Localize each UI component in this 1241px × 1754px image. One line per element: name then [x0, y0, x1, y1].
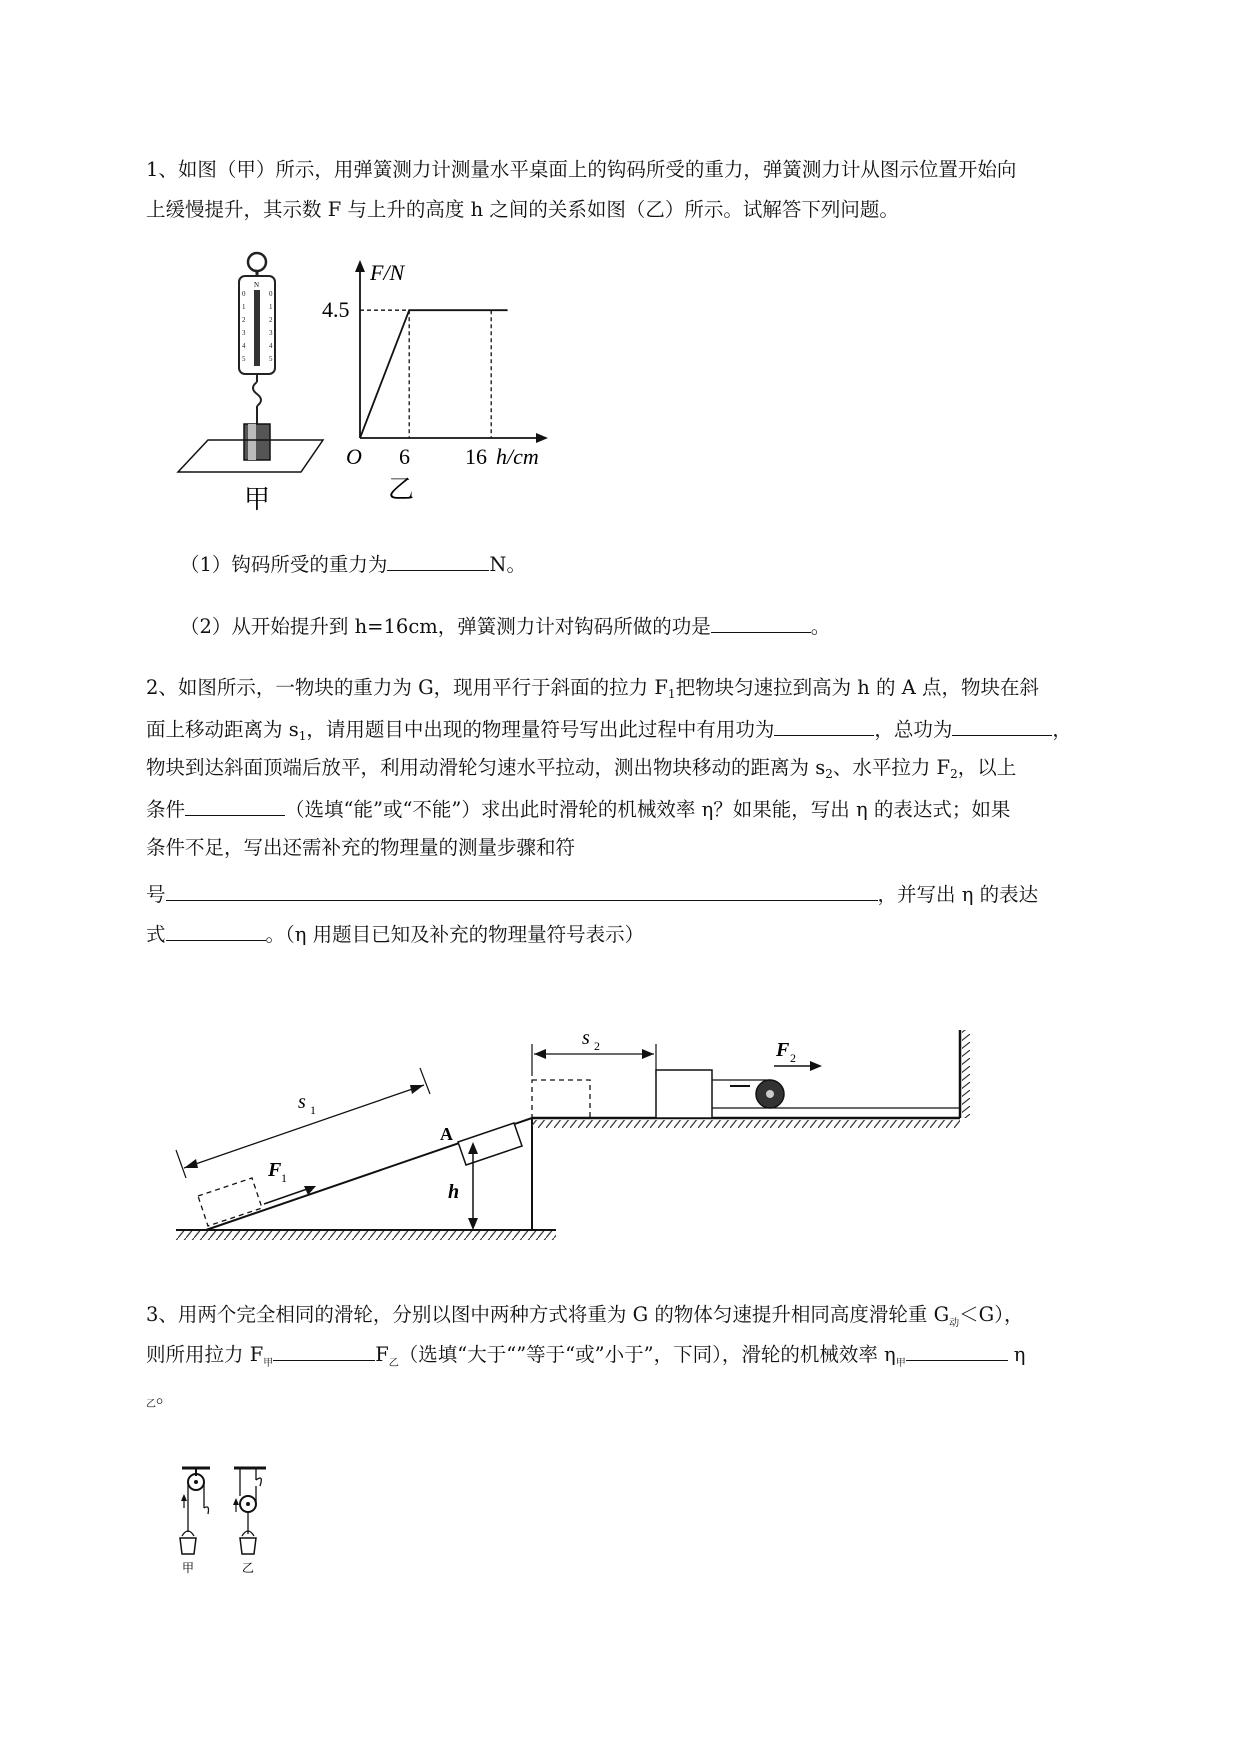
q2-l2-b: ，请用题目中出现的物理量符号写出此过程中有用功为 [306, 718, 775, 741]
q3-l3-text: 。 [156, 1384, 176, 1407]
q1-line2: 上缓慢提升，其示数 F 与上升的高度 h 之间的关系如图（乙）所示。试解答下列问题。 [146, 198, 899, 221]
svg-text:1: 1 [242, 303, 246, 311]
fig-label-yi: 乙 [388, 475, 415, 505]
q2-l6-a: 号 [146, 883, 166, 906]
q2-l3-sub2: 2 [950, 767, 958, 781]
q3-l2-sub1: 甲 [263, 1358, 274, 1369]
q2-line4 [146, 795, 1010, 823]
q2-l4-b: （选填“能”或“不能”）求出此时滑轮的机械效率 η？如果能，写出 η 的表达式；如果 [285, 798, 1011, 821]
answer-blank-steps[interactable] [166, 880, 878, 901]
q3-l2-c: （选填“大于“”等于“或”小于”，下同），滑轮的机械效率 η [398, 1343, 896, 1366]
q3-l2-a: 则所用拉力 F [146, 1343, 264, 1366]
q2-line1 [146, 675, 1039, 707]
label-F1: F [268, 1159, 282, 1181]
q2-line3 [146, 755, 1016, 787]
chart-ylabel: F/N [370, 260, 405, 285]
q2-l4-a: 条件 [146, 798, 186, 821]
svg-text:4: 4 [242, 342, 246, 350]
answer-blank-efficiency-expr[interactable] [166, 920, 266, 941]
chart-xtick-16: 16 [465, 444, 487, 469]
q3-l2-b: F [375, 1343, 389, 1366]
svg-text:5: 5 [269, 355, 273, 363]
q2-l7-b: 。（η 用题目已知及补充的物理量符号表示） [265, 923, 645, 946]
q2-l3-c: ，以上 [957, 756, 1017, 779]
q2-l7-a: 式 [146, 923, 166, 946]
chart-xtick-6: 6 [399, 444, 410, 469]
svg-text:3: 3 [242, 329, 246, 337]
answer-blank-efficiency-compare[interactable] [906, 1340, 1008, 1361]
svg-text:1: 1 [269, 303, 273, 311]
q3-line3 [146, 1383, 176, 1418]
label-F1-sub: 1 [281, 1171, 287, 1185]
q2-l1-post: 把物块匀速拉到高为 h 的 A 点，物块在斜 [675, 676, 1039, 699]
q3-l1-text: 3、用两个完全相同的滑轮，分别以图中两种方式将重为 G 的物体匀速提升相同高度滑轮重 G [146, 1303, 950, 1326]
q2-l2-a: 面上移动距离为 s [146, 718, 299, 741]
q2-l1-sub: 1 [667, 687, 676, 701]
answer-blank-total-work[interactable] [952, 715, 1052, 736]
q3-line1 [146, 1302, 1024, 1337]
pulley-label-jia: 甲 [182, 1561, 195, 1575]
svg-text:2: 2 [242, 316, 246, 324]
label-s2: s [582, 1027, 590, 1049]
q2-l2-sub: 1 [298, 729, 307, 743]
label-A: A [440, 1124, 453, 1144]
pulley-label-yi: 乙 [242, 1561, 255, 1575]
chart-ytick-4.5: 4.5 [322, 297, 350, 322]
label-F2: F [776, 1039, 790, 1061]
q3-l1-sub: 动 [949, 1318, 960, 1329]
q3-l1-post: ＜G）， [959, 1303, 1024, 1326]
label-s2-sub: 2 [594, 1039, 600, 1053]
svg-text:2: 2 [269, 316, 273, 324]
pulley-figures [176, 1462, 286, 1577]
label-F2-sub: 2 [790, 1051, 796, 1065]
q2-l3-a: 物块到达斜面顶端后放平，利用动滑轮匀速水平拉动，测出物块移动的距离为 s [146, 756, 826, 779]
q2-l3-sub1: 2 [825, 767, 833, 781]
answer-blank-work[interactable] [711, 612, 811, 633]
q1-sub1 [180, 550, 526, 578]
q3-l2-sub3: 甲 [895, 1358, 906, 1369]
svg-text:N: N [254, 281, 260, 289]
svg-text:4: 4 [269, 342, 273, 350]
incline-pulley-figure [170, 1018, 980, 1253]
q3-l2-d: η [1013, 1343, 1026, 1366]
answer-blank-can-or-cannot[interactable] [185, 795, 285, 816]
q1-sub2 [180, 612, 830, 640]
q2-l3-b: 、水平拉力 F [832, 756, 951, 779]
q2-l1-text: 2、如图所示，一物块的重力为 G，现用平行于斜面的拉力 F [146, 676, 668, 699]
q2-l2-d: ， [1052, 718, 1072, 741]
svg-text:3: 3 [269, 329, 273, 337]
q3-l3-sub: 乙 [146, 1399, 156, 1410]
q3-line2 [146, 1340, 1025, 1377]
chart-xlabel: h/cm [496, 444, 539, 469]
q3-l2-sub2: 乙 [388, 1358, 399, 1369]
q2-line5: 条件不足，写出还需补充的物理量的测量步骤和符 [146, 836, 576, 859]
label-s1-sub: 1 [310, 1103, 316, 1117]
q1-sub1-unit: N。 [489, 553, 526, 576]
chart-series-line [360, 310, 508, 438]
answer-blank-weight[interactable] [387, 550, 489, 571]
q1-sub2-end: 。 [810, 615, 831, 638]
fig-label-jia: 甲 [244, 485, 271, 515]
svg-text:0: 0 [242, 290, 246, 298]
answer-blank-force-compare[interactable] [273, 1340, 375, 1361]
svg-text:0: 0 [269, 290, 273, 298]
q2-line2 [146, 715, 1072, 749]
q1-line1: 1、如图（甲）所示，用弹簧测力计测量水平桌面上的钩码所受的重力，弹簧测力计从图示位置开始向 [146, 158, 1017, 181]
force-height-chart [300, 248, 560, 513]
chart-origin: O [346, 444, 362, 469]
q2-l6-b: ，并写出 η 的表达 [877, 883, 1039, 906]
q2-l2-c: ，总功为 [874, 718, 953, 741]
q1-sub1-text: （1）钩码所受的重力为 [180, 553, 388, 576]
q2-line7 [146, 920, 644, 948]
answer-blank-useful-work[interactable] [774, 715, 874, 736]
q2-line6 [146, 880, 1038, 908]
q1-sub2-text: （2）从开始提升到 h=16cm，弹簧测力计对钩码所做的功是 [180, 615, 711, 638]
svg-text:5: 5 [242, 355, 246, 363]
label-h: h [448, 1181, 460, 1203]
label-s1: s [298, 1091, 306, 1113]
